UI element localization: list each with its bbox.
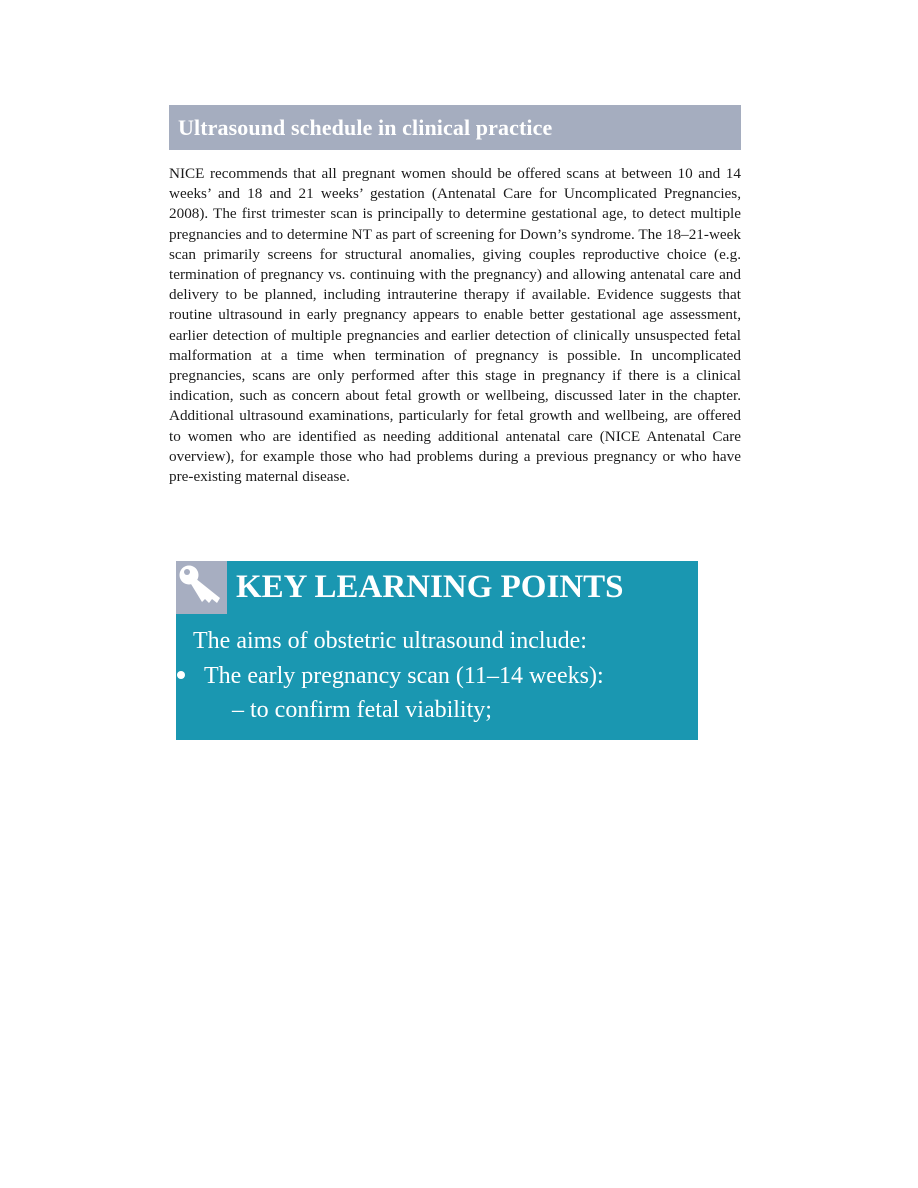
list-item-label: The early pregnancy scan (11–14 weeks): [204, 663, 604, 689]
key-icon [176, 561, 227, 614]
key-learning-points-title: KEY LEARNING POINTS [236, 569, 624, 605]
bullet-icon [177, 671, 185, 679]
section-heading-bar [169, 105, 741, 150]
key-learning-points-box [176, 561, 698, 740]
key-learning-points-intro: The aims of obstetric ultrasound include: [193, 628, 587, 654]
section-title: Ultrasound schedule in clinical practice [178, 114, 553, 140]
key-learning-points-list [176, 660, 604, 726]
body-paragraph: NICE recommends that all pregnant women should be offered scans at between 10 and 14 weeks’ and 18 and 21 weeks’ gestation (Antenatal Care for Uncomplicated Pregnancies, 2008). The first trimester scan is principally to determine gestational age, to detect multiple pregnancies and to determine NT as part of screening for Down’s syndrome. The 18–21-week scan primarily screens for structural anomalies, giving couples reproductive choice (e.g. termination of pregnancy vs. continuing with the pregnancy) and allowing antenatal care and delivery to be planned, including intrauterine therapy if available. Evidence suggests that routine ultrasound in early pregnancy appears to enable better gestational age assessment, earlier detection of multiple pregnancies and earlier detection of clinically unsuspected fetal malformation at a time when termination of pregnancy is possible. In uncomplicated pregnancies, scans are only performed after this stage in pregnancy if there is a clinical indication, such as concern about fetal growth or wellbeing, discussed later in the chapter. Additional ultrasound examinations, particularly for fetal growth and wellbeing, are offered to women who are identified as needing additional antenatal care (NICE Antenatal Care overview), for example those who had problems during a previous pregnancy or who have pre-existing maternal disease. [169, 165, 741, 486]
list-item [176, 660, 604, 726]
key-icon-tile [176, 561, 227, 614]
list-item-subpoint: – to confirm fetal viability; [232, 697, 492, 723]
